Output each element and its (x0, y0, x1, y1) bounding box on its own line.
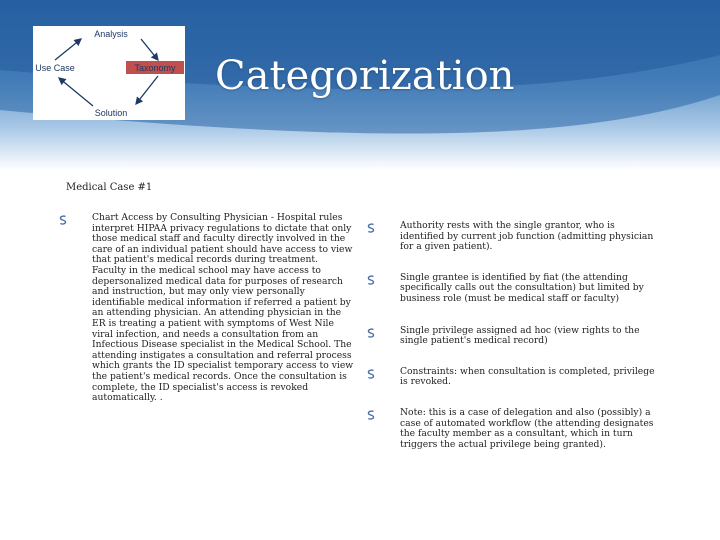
diagram-label-solution: Solution (94, 108, 128, 118)
bullet-text: Single privilege assigned ad hoc (view rights to the single patient's medical record) (400, 324, 640, 347)
arrow-solution-to-usecase (59, 78, 93, 106)
diagram-label-use-case: Use Case (35, 63, 75, 73)
list-item (366, 273, 656, 305)
list-item (58, 213, 354, 404)
diagram-graphic (33, 26, 185, 120)
arrow-analysis-to-taxonomy (141, 39, 158, 60)
list-item (366, 326, 656, 347)
bullet-icon (366, 410, 376, 420)
arrow-usecase-to-analysis (55, 39, 81, 60)
bullet-icon (58, 215, 68, 225)
case-label: Medical Case #1 (66, 182, 153, 193)
bullet-icon (366, 369, 376, 379)
diagram-label-analysis: Analysis (94, 29, 128, 39)
right-bullet-list (366, 221, 656, 450)
bullet-icon (366, 328, 376, 338)
analysis-cycle-diagram (33, 26, 185, 120)
left-bullet-list (58, 213, 354, 404)
bullet-text: Single grantee is identified by fiat (the attending specifically calls out the consultation) but limited by business role (must be medical staff or faculty) (400, 271, 644, 304)
bullet-icon (366, 223, 376, 233)
arrow-taxonomy-to-solution (136, 76, 158, 104)
slide-title: Categorization (215, 53, 515, 99)
bullet-icon (366, 275, 376, 285)
list-item (366, 221, 656, 253)
bullet-text: Chart Access by Consulting Physician - Hospital rules interpret HIPAA privacy regulations to dictate that only those medical staff and faculty directly involved in the care of an individual patient should have access to view that patient's medical records during treatment. Faculty in the medical school may have access to depersonalized medical data for purposes of research and instruction, but may only view personally identifiable medical information if referred a patient by an attending physician. An attending physician in the ER is treating a patient with symptoms of West Nile viral infection, and needs a consultation from an Infectious Disease specialist in the Medical School. The attending instigates a consultation and referral process which grants the ID specialist temporary access to view the patient's medical records. Once the consultation is complete, the ID specialist's access is revoked automatically. . (92, 212, 354, 404)
bullet-text: Authority rests with the single grantor, who is identified by current job function (admitting physician for a given patient). (400, 220, 654, 253)
bullet-text: Constraints: when consultation is completed, privilege is revoked. (400, 365, 655, 388)
list-item (366, 367, 656, 388)
bullet-text: Note: this is a case of delegation and also (possibly) a case of automated workflow (the attending designates the faculty member as a consultant, which in turn triggers the actual privilege being granted). (400, 406, 654, 450)
diagram-label-taxonomy: Taxonomy (134, 63, 176, 73)
list-item (366, 408, 656, 450)
